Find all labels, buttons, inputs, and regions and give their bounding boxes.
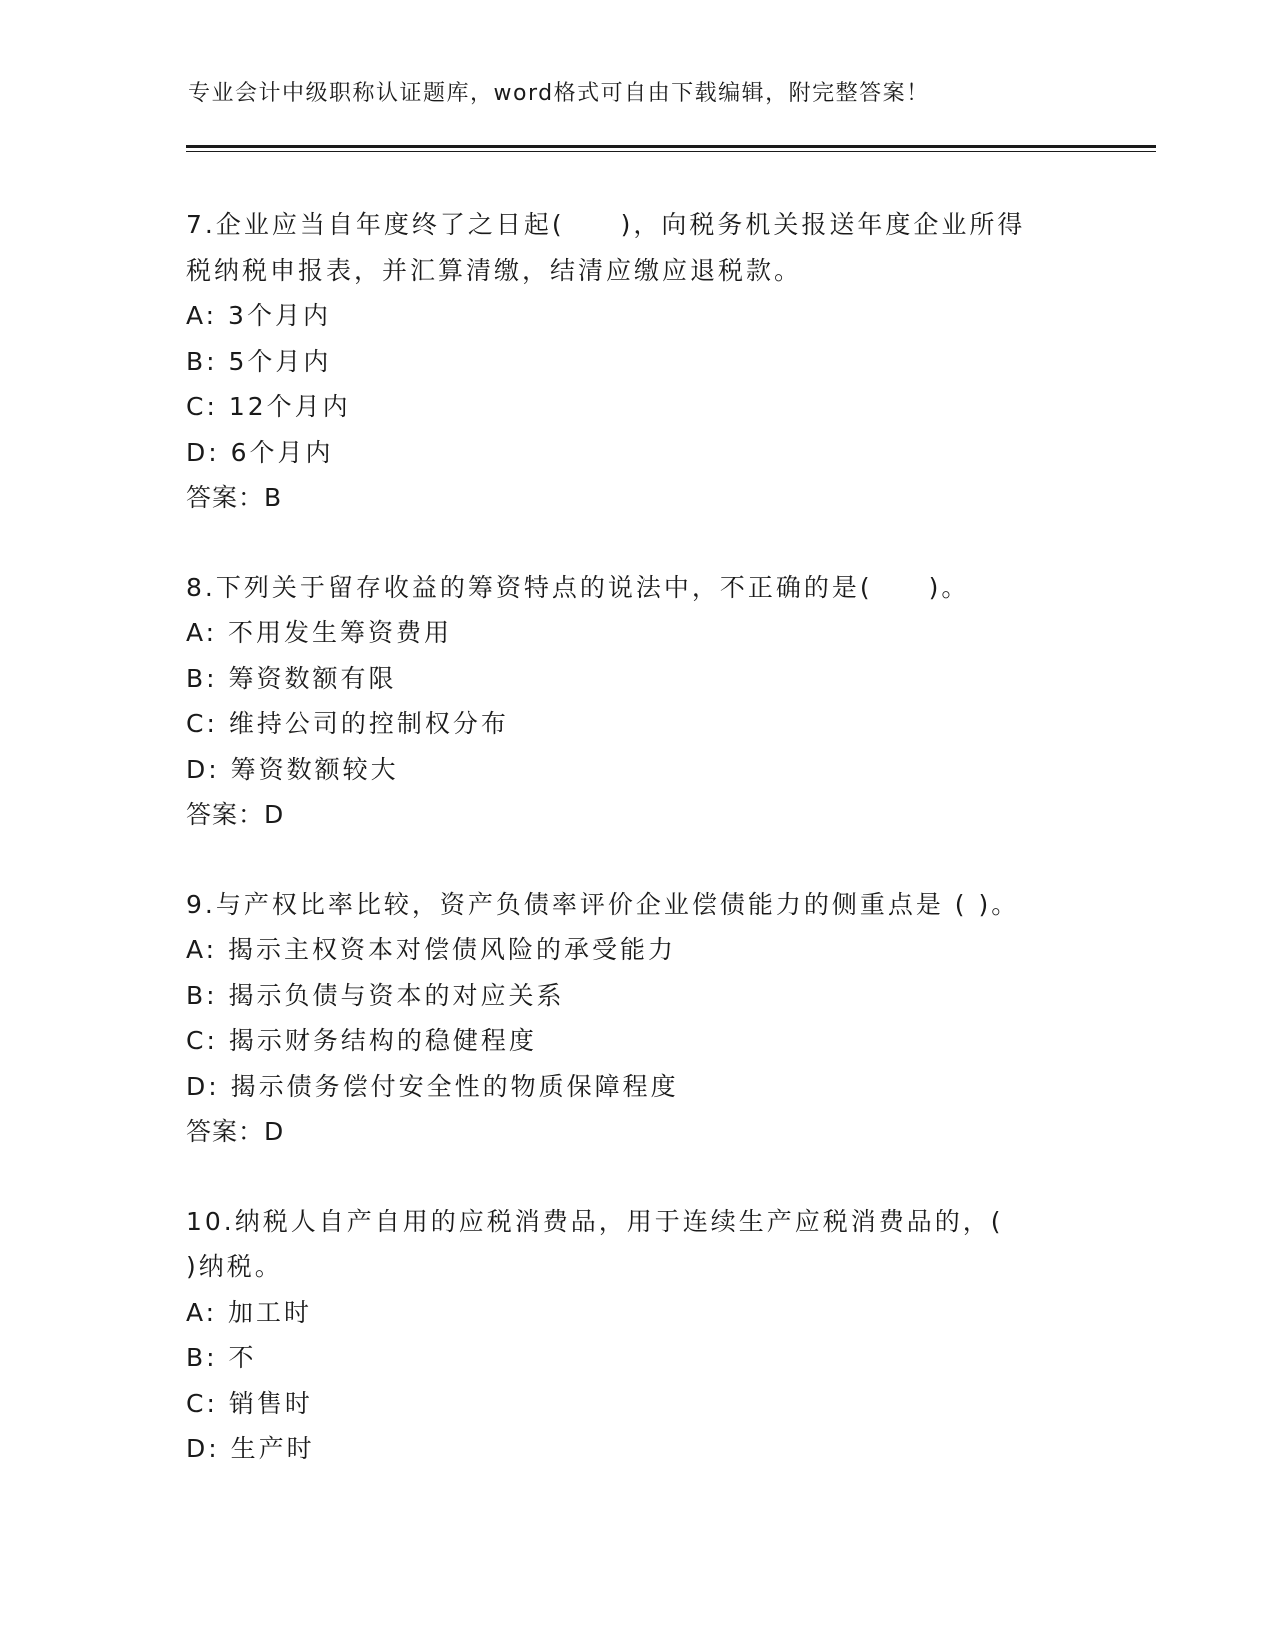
option-d: D: 筹资数额较大: [186, 754, 399, 784]
option-a: A: 加工时: [186, 1297, 313, 1327]
question-stem: 9.与产权比率比较，资产负债率评价企业偿债能力的侧重点是 ( )。: [186, 889, 1020, 919]
question-stem: 税纳税申报表，并汇算清缴，结清应缴应退税款。: [186, 255, 803, 285]
question-stem: 7.企业应当自年度终了之日起( )，向税务机关报送年度企业所得: [186, 210, 1026, 239]
option-a: A: 不用发生筹资费用: [186, 618, 453, 647]
question-9: [186, 882, 1086, 1155]
option-c: C: 揭示财务结构的稳健程度: [186, 1026, 537, 1055]
option-b: B: 不: [186, 1343, 257, 1372]
header-divider-thin: [186, 151, 1156, 152]
option-d: D: 揭示债务偿付安全性的物质保障程度: [186, 1071, 679, 1101]
header-divider-thick: [186, 145, 1156, 148]
option-c: C: 销售时: [186, 1388, 313, 1418]
question-stem: 10.纳税人自产自用的应税消费品，用于连续生产应税消费品的，(: [186, 1206, 1004, 1236]
question-8: [186, 565, 1086, 838]
option-b: B: 5个月内: [186, 346, 332, 376]
option-a: A: 揭示主权资本对偿债风险的承受能力: [186, 935, 677, 964]
option-a: A: 3个月内: [186, 301, 331, 330]
question-list: [186, 202, 1086, 1516]
answer: 答案：D: [186, 1117, 285, 1146]
option-c: C: 12个月内: [186, 392, 351, 421]
option-d: D: 6个月内: [186, 437, 334, 467]
question-stem: )纳税。: [186, 1252, 283, 1281]
question-7: [186, 202, 1086, 521]
answer: 答案：D: [186, 800, 285, 829]
option-d: D: 生产时: [186, 1434, 315, 1463]
question-10: [186, 1199, 1086, 1472]
option-b: B: 揭示负债与资本的对应关系: [186, 980, 565, 1010]
option-c: C: 维持公司的控制权分布: [186, 709, 509, 738]
page-header: 专业会计中级职称认证题库，word格式可自由下载编辑，附完整答案！: [188, 81, 930, 106]
answer: 答案：B: [186, 483, 283, 512]
option-b: B: 筹资数额有限: [186, 663, 397, 693]
question-stem: 8.下列关于留存收益的筹资特点的说法中，不正确的是( )。: [186, 572, 970, 602]
